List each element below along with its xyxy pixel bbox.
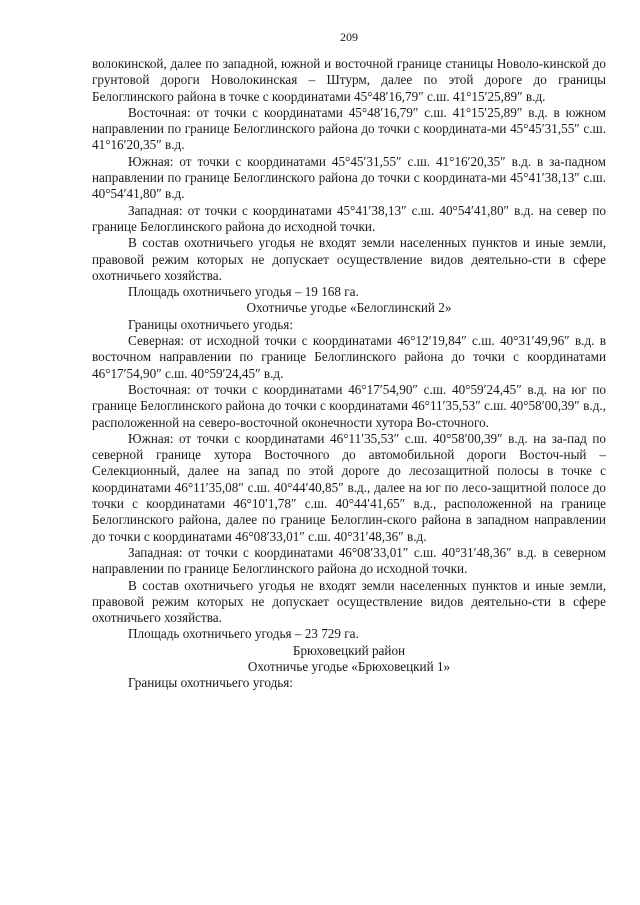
paragraph: В состав охотничьего угодья не входят земли населенных пунктов и иные земли, правовой режим которых не допускает осуществление видов деятельно-сти в сфере охотничьего хозяйства. bbox=[92, 235, 606, 283]
paragraph: Южная: от точки с координатами 46°11′35,53″ с.ш. 40°58′00,39″ в.д. на за-пад по северной границе хутора Восточного до автомобильной дороги Восточ-ный – Селекционный, далее на запад по этой дороге до лесозащитной полосы в точке с координатами 46°11′35,08″ с.ш. 40°44′40,85″ в.д., далее на юг по лесо-защитной полосе до точки с координатами 46°10′1,78″ с.ш. 40°44′41,65″ в.д., расположенной на границе Белоглинского района, далее по границе Белоглин-ского района в западном направлении до точки с координатами 46°08′33,01″ с.ш. 40°31′48,36″ в.д. bbox=[92, 430, 606, 544]
paragraph: Границы охотничьего угодья: bbox=[128, 675, 294, 691]
paragraph: Восточная: от точки с координатами 45°48′16,79″ с.ш. 41°15′25,89″ в.д. в южном направлении по границе Белоглинского района до точки с координата-ми 45°45′31,55″ с.ш. 41°16′20,35″ в.д. bbox=[92, 104, 606, 153]
district-heading: Брюховецкий район bbox=[292, 642, 406, 658]
paragraph: Границы охотничьего угодья: bbox=[128, 316, 294, 332]
section-heading: Охотничье угодье «Брюховецкий 1» bbox=[247, 658, 451, 674]
paragraph: Южная: от точки с координатами 45°45′31,55″ с.ш. 41°16′20,35″ в.д. в за-падном направлении по границе Белоглинского района до точки с координата-ми 45°41′38,13″ с.ш. 40°54′41,80″ в.д. bbox=[92, 153, 606, 202]
paragraph: Площадь охотничьего угодья – 19 168 га. bbox=[128, 284, 359, 300]
document-body bbox=[92, 56, 606, 692]
paragraph: Восточная: от точки с координатами 46°17′54,90″ с.ш. 40°59′24,45″ в.д. на юг по границе Белоглинского района до точки с координатами 46°11′35,53″ с.ш. 40°58′00,39″ в.д., расположенной на северо-восточной оконечности хутора Во-сточного. bbox=[92, 381, 606, 430]
paragraph: Западная: от точки с координатами 45°41′38,13″ с.ш. 40°54′41,80″ в.д. на север по границе Белоглинского района до исходной точки. bbox=[92, 202, 606, 234]
paragraph: Северная: от исходной точки с координатами 46°12′19,84″ с.ш. 40°31′49,96″ в.д. в восточном направлении по границе Белоглинского района до точки с координатами 46°17′54,90″ с.ш. 40°59′24,45″ в.д. bbox=[92, 333, 606, 381]
page-number: 209 bbox=[340, 30, 358, 44]
paragraph: Площадь охотничьего угодья – 23 729 га. bbox=[128, 626, 359, 642]
paragraph: Западная: от точки с координатами 46°08′33,01″ с.ш. 40°31′48,36″ в.д. в северном направлении по границе Белоглинского района до исходной точки. bbox=[92, 544, 606, 577]
paragraph: В состав охотничьего угодья не входят земли населенных пунктов и иные земли, правовой режим которых не допускает осуществление видов деятельно-сти в сфере охотничьего хозяйства. bbox=[92, 577, 606, 626]
section-heading: Охотничье угодье «Белоглинский 2» bbox=[246, 300, 452, 316]
paragraph: волокинской, далее по западной, южной и восточной границе станицы Новоло-кинской до грунтовой дороги Новолокинская – Штурм, далее по этой дороге до границы Белоглинского района в точке с координатами 45°48′16,79″ с.ш. 41°15′25,89″ в.д. bbox=[92, 56, 606, 104]
